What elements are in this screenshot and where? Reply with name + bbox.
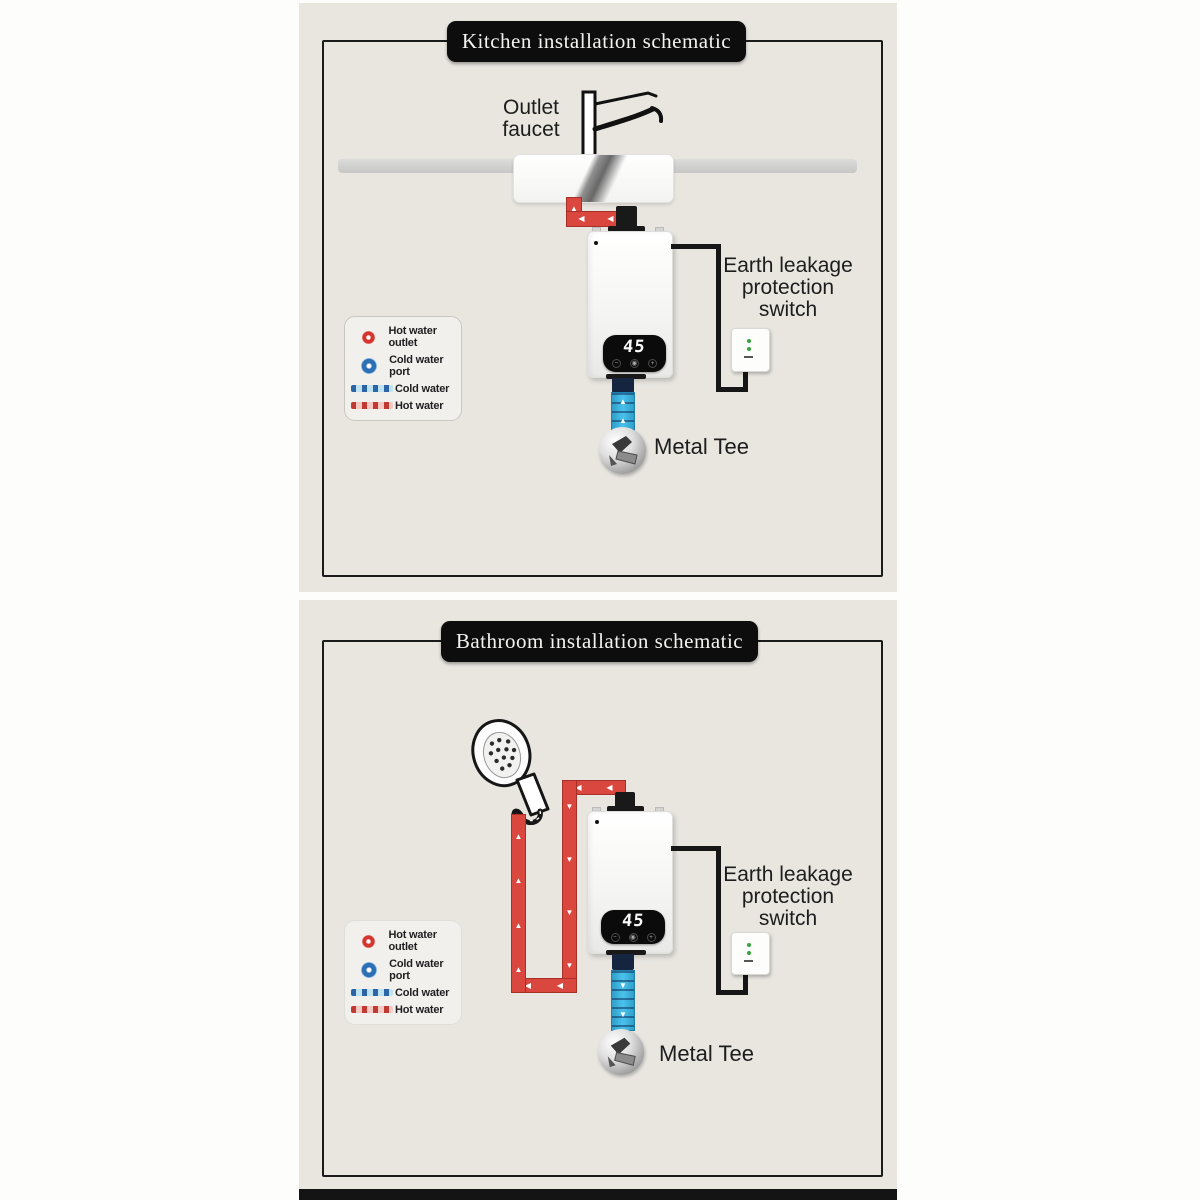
- kitchen-heater-display: [603, 335, 666, 372]
- kitchen-title-banner: [447, 21, 746, 62]
- switch-slot: [744, 356, 753, 358]
- legend-row: Hot water: [349, 400, 457, 412]
- flow-arrow-icon: [578, 215, 584, 223]
- kitchen-sink: [513, 154, 674, 203]
- metal-tee-fitting: [598, 1029, 644, 1075]
- kitchen-legend: [344, 316, 462, 421]
- bathroom-heater-display: [601, 910, 665, 944]
- cold-water-port-icon: [361, 962, 377, 978]
- legend-row: Hot water outlet: [349, 929, 457, 953]
- hot-water-pipe-riser: [511, 814, 526, 993]
- switch-led: [747, 943, 751, 947]
- power-wire: [671, 244, 721, 249]
- kitchen-title: Kitchen installation schematic: [461, 29, 732, 53]
- metal-tee-label: Metal Tee: [654, 434, 749, 459]
- hot-water-outlet-icon: [362, 935, 375, 948]
- heater-indicator-dot: [595, 820, 599, 824]
- power-button: ◉: [631, 360, 638, 367]
- flow-arrow-icon: [566, 962, 574, 970]
- cold-water-line-icon: [351, 989, 393, 996]
- flow-arrow-icon: [515, 922, 523, 930]
- hot-water-pipe-middle: [562, 780, 577, 993]
- bathroom-title-banner: [441, 621, 758, 662]
- flow-arrow-icon: [619, 982, 627, 990]
- minus-button: −: [612, 359, 621, 368]
- cold-water-pipe: [611, 392, 635, 431]
- legend-row: Hot water: [349, 1004, 457, 1016]
- tee-sketch: [598, 1029, 644, 1075]
- legend-row: Cold water: [349, 383, 457, 395]
- legend-row: Cold water port: [349, 958, 457, 982]
- flow-arrow-icon: [607, 215, 613, 223]
- flow-arrow-icon: [566, 803, 574, 811]
- flow-arrow-icon: [566, 909, 574, 917]
- cold-water-pipe: [611, 970, 635, 1031]
- flow-arrow-icon: [515, 877, 523, 885]
- plus-button: +: [647, 933, 656, 942]
- power-wire: [671, 846, 721, 851]
- heater-indicator-dot: [594, 241, 598, 245]
- temperature-value: 45: [622, 337, 647, 357]
- flow-arrow-icon: [619, 1011, 627, 1019]
- earth-leakage-label: Earth leakage protection switch: [723, 863, 853, 930]
- shower-head-icon: [462, 703, 572, 825]
- earth-leakage-label: Earth leakage protection switch: [723, 254, 853, 321]
- flow-arrow-icon: [515, 966, 523, 974]
- flow-arrow-icon: [619, 417, 627, 425]
- bathroom-legend: [344, 920, 462, 1025]
- heater-button-row: [611, 933, 656, 942]
- flow-arrow-icon: [619, 398, 627, 406]
- heater-button-row: [612, 359, 657, 368]
- cold-outlet-connector: [612, 954, 634, 970]
- switch-slot: [744, 960, 753, 962]
- cold-water-port-icon: [361, 358, 377, 374]
- hot-water-outlet-icon: [362, 331, 375, 344]
- switch-led: [747, 347, 751, 351]
- switch-led: [747, 951, 751, 955]
- tee-sketch: [599, 427, 646, 474]
- plus-button: +: [648, 359, 657, 368]
- cold-water-line-icon: [351, 385, 393, 392]
- legend-row: Hot water outlet: [349, 325, 457, 349]
- metal-tee-label: Metal Tee: [659, 1041, 754, 1066]
- flow-arrow-icon: [557, 982, 563, 990]
- flow-arrow-icon: [566, 856, 574, 864]
- bottom-crop-strip: [299, 1189, 897, 1200]
- hot-water-line-icon: [351, 402, 393, 409]
- minus-button: −: [611, 933, 620, 942]
- legend-row: Cold water port: [349, 354, 457, 378]
- flow-arrow-icon: [515, 833, 523, 841]
- hot-water-line-icon: [351, 1006, 393, 1013]
- bathroom-title: Bathroom installation schematic: [455, 629, 744, 653]
- outlet-faucet-label: Outlet faucet: [502, 96, 560, 141]
- kitchen-faucet-icon: [556, 88, 668, 162]
- flow-arrow-icon: [606, 784, 612, 792]
- legend-row: Cold water: [349, 987, 457, 999]
- metal-tee-fitting: [599, 427, 646, 474]
- switch-led: [747, 339, 751, 343]
- power-button: ◉: [630, 933, 636, 941]
- cold-outlet-connector: [612, 378, 634, 393]
- temperature-value: 45: [620, 910, 646, 931]
